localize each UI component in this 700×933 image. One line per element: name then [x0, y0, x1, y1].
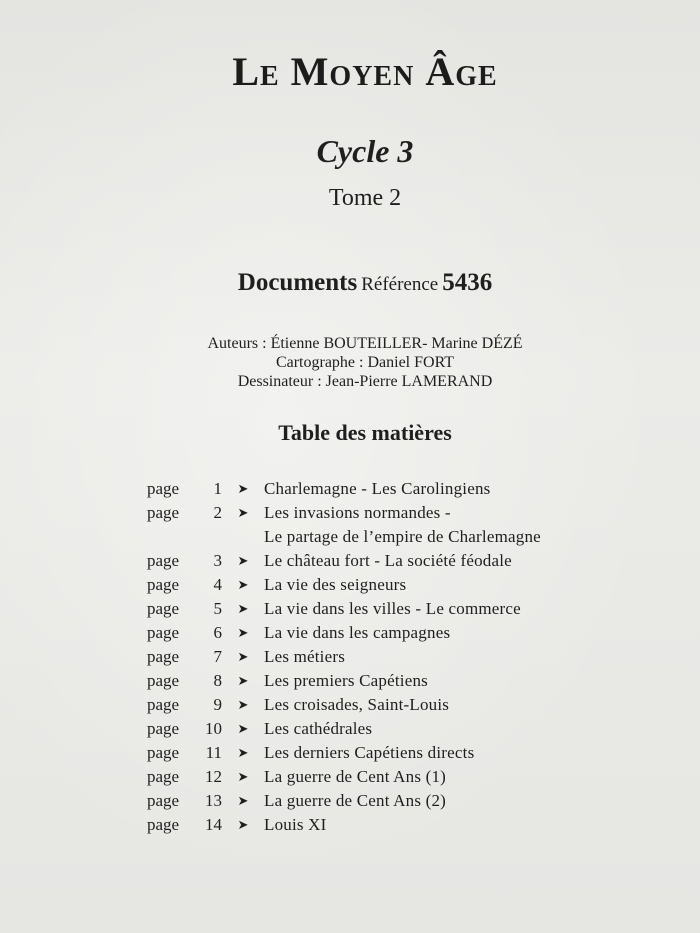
toc-chapter-title [264, 789, 667, 813]
toc-chapter-title [264, 573, 667, 597]
toc-chapter-title [264, 813, 667, 837]
toc-page-label: page [147, 743, 180, 762]
toc-title-line: La vie des seigneurs [264, 575, 407, 594]
toc-page-number: 2 [213, 503, 222, 522]
toc-chapter-title [264, 741, 667, 765]
toc-page-label: page [147, 623, 180, 642]
toc-title-line: Charlemagne - Les Carolingiens [264, 479, 491, 498]
toc-row [147, 717, 667, 741]
toc-row [147, 789, 667, 813]
toc-page-label: page [147, 815, 180, 834]
arrow-icon: ➤ [237, 601, 249, 616]
reference-line [0, 269, 700, 297]
toc-row [147, 765, 667, 789]
arrow-icon: ➤ [237, 673, 249, 688]
toc-title-line: Les derniers Capétiens directs [264, 743, 475, 762]
arrow-icon: ➤ [237, 649, 249, 664]
toc-page-label: page [147, 695, 180, 714]
documents-label: Documents [237, 269, 358, 296]
toc-page-number: 11 [205, 743, 222, 762]
toc-page-label: page [147, 767, 180, 786]
toc-title-line: Louis XI [264, 815, 327, 834]
reference-label: Référence [361, 274, 439, 295]
cartographer-line: Cartographe : Daniel FORT [275, 354, 455, 371]
toc-chapter-title [264, 693, 667, 717]
toc-title-line: Le château fort - La société féodale [264, 551, 512, 570]
toc-title-line: La guerre de Cent Ans (2) [264, 791, 447, 810]
arrow-icon: ➤ [237, 481, 249, 496]
cycle-label: Cycle 3 [316, 133, 414, 169]
toc-page-number: 14 [205, 815, 222, 834]
toc-chapter-title [264, 621, 667, 645]
toc-page-label: page [147, 503, 180, 522]
toc-page-number: 13 [205, 791, 222, 810]
toc-row [147, 741, 667, 765]
toc-heading: Table des matières [278, 420, 452, 445]
toc-chapter-title [264, 597, 667, 621]
arrow-icon: ➤ [237, 793, 249, 808]
arrow-icon: ➤ [237, 697, 249, 712]
tome-label: Tome 2 [328, 185, 402, 211]
toc-page-label: page [147, 599, 180, 618]
toc-row [147, 597, 667, 621]
toc-title-line: Les métiers [264, 647, 346, 666]
arrow-icon: ➤ [237, 769, 249, 784]
toc-row [147, 501, 667, 549]
arrow-icon: ➤ [237, 505, 249, 520]
toc-chapter-title [264, 669, 667, 693]
toc-row [147, 621, 667, 645]
toc-page-number: 1 [213, 479, 222, 498]
toc-title-line: Les premiers Capétiens [264, 671, 428, 690]
toc-row [147, 549, 667, 573]
toc-page-label: page [147, 575, 180, 594]
toc-page-number: 10 [205, 719, 222, 738]
credits-block [0, 334, 700, 391]
authors-line: Auteurs : Étienne BOUTEILLER- Marine DÉZÉ [207, 335, 523, 352]
arrow-icon: ➤ [237, 553, 249, 568]
toc-title-line: Les cathédrales [264, 719, 373, 738]
toc-title-line: Le partage de l’empire de Charlemagne [264, 527, 541, 546]
toc-title-line: La vie dans les campagnes [264, 623, 451, 642]
toc-page-label: page [147, 671, 180, 690]
toc-row [147, 693, 667, 717]
arrow-icon: ➤ [237, 745, 249, 760]
illustrator-line: Dessinateur : Jean-Pierre LAMERAND [237, 373, 493, 390]
toc-chapter-title [264, 477, 667, 501]
toc-title-line: Les invasions normandes - [264, 503, 451, 522]
toc-page-number: 6 [213, 623, 222, 642]
toc-page-number: 3 [213, 551, 222, 570]
toc-title-line: Les croisades, Saint-Louis [264, 695, 450, 714]
toc-chapter-title [264, 717, 667, 741]
toc-page-label: page [147, 551, 180, 570]
toc-page-number: 5 [213, 599, 222, 618]
toc-page-label: page [147, 647, 180, 666]
toc-page-number: 8 [213, 671, 222, 690]
arrow-icon: ➤ [237, 817, 249, 832]
toc-chapter-title [264, 549, 667, 573]
toc-page-label: page [147, 479, 180, 498]
arrow-icon: ➤ [237, 577, 249, 592]
toc-page-number: 9 [213, 695, 222, 714]
toc-title-line: La vie dans les villes - Le commerce [264, 599, 521, 618]
toc-page-number: 4 [213, 575, 222, 594]
toc-page-number: 7 [213, 647, 222, 666]
arrow-icon: ➤ [237, 625, 249, 640]
toc-row [147, 669, 667, 693]
toc-page-number: 12 [205, 767, 222, 786]
toc-title-line: La guerre de Cent Ans (1) [264, 767, 447, 786]
toc-row [147, 573, 667, 597]
toc-row [147, 645, 667, 669]
reference-number: 5436 [442, 269, 493, 296]
toc-page-label: page [147, 791, 180, 810]
toc-row [147, 813, 667, 837]
document-title: Le Moyen Âge [232, 49, 498, 94]
toc-page-label: page [147, 719, 180, 738]
toc-row [147, 477, 667, 501]
table-of-contents [147, 477, 667, 837]
toc-chapter-title [264, 765, 667, 789]
arrow-icon: ➤ [237, 721, 249, 736]
toc-chapter-title [264, 645, 667, 669]
toc-chapter-title [264, 501, 667, 549]
